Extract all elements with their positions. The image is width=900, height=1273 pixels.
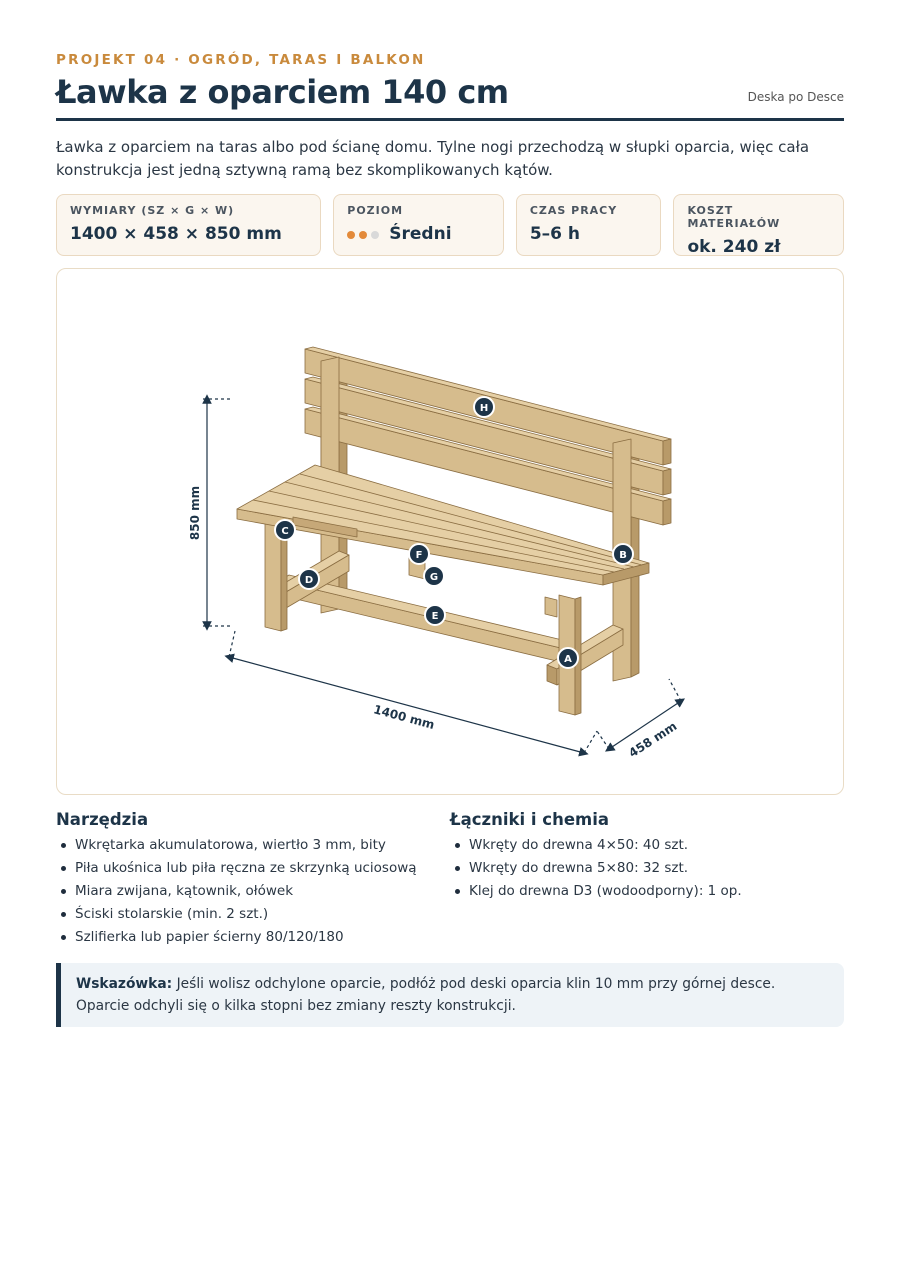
svg-text:B: B: [619, 550, 627, 561]
fasteners-heading: Łączniki i chemia: [450, 810, 609, 829]
svg-text:H: H: [479, 403, 489, 414]
list-item: Wkręty do drewna 5×80: 32 szt.: [450, 857, 844, 880]
tip-text: Jeśli wolisz odchylone oparcie, podłóż pod deski oparcia klin 10 mm przy górnej desce. Oparcie odchyli się o kilka stopni bez zmiany reszty konstrukcji.: [76, 976, 776, 1014]
stat-dimensions: [56, 194, 321, 256]
height-dimension-label: 850 mm: [188, 485, 202, 541]
stats-row: [56, 194, 844, 256]
marker-c: [275, 520, 295, 540]
project-kicker: PROJEKT 04 · OGRÓD, TARAS I BALKON: [56, 52, 426, 68]
svg-text:E: E: [431, 611, 439, 622]
stat-value: 1400 × 458 × 850 mm: [70, 224, 282, 244]
tools-heading: Narzędzia: [56, 810, 149, 829]
list-item: Miara zwijana, kątownik, ołówek: [56, 880, 450, 903]
stat-cost: [673, 194, 844, 256]
list-item: Wkręty do drewna 4×50: 40 szt.: [450, 834, 844, 857]
list-item: Ściski stolarskie (min. 2 szt.): [56, 903, 450, 926]
tools-column: [56, 810, 450, 949]
page-title: Ławka z oparciem 140 cm: [56, 73, 509, 111]
list-item: Klej do drewna D3 (wodoodporny): 1 op.: [450, 880, 844, 903]
marker-g: [424, 566, 444, 586]
title-row: [56, 72, 844, 121]
tip-label: Wskazówka:: [76, 976, 173, 992]
tip-box: [56, 963, 844, 1027]
level-dots: [347, 224, 383, 244]
stat-label: KOSZT MATERIAŁÓW: [687, 204, 781, 230]
marker-b: [613, 544, 633, 564]
depth-dimension-label: 458 mm: [626, 719, 680, 761]
stat-value: ok. 240 zł: [687, 237, 781, 257]
svg-text:F: F: [415, 550, 423, 561]
level-text: Średni: [389, 224, 452, 244]
svg-text:G: G: [429, 572, 439, 583]
list-item: Piła ukośnica lub piła ręczna ze skrzynką uciosową: [56, 857, 450, 880]
fasteners-list: [450, 834, 844, 903]
marker-a: [558, 648, 578, 668]
stat-value: 5–6 h: [529, 224, 580, 244]
stat-label: CZAS PRACY: [529, 204, 618, 217]
marker-e: [425, 605, 445, 625]
stat-time: [516, 194, 662, 256]
tools-list: [56, 834, 450, 949]
svg-text:A: A: [564, 654, 572, 665]
list-item: Szlifierka lub papier ścierny 80/120/180: [56, 926, 450, 949]
bench-illustration: [57, 269, 843, 794]
marker-d: [299, 569, 319, 589]
level-dot: [359, 231, 367, 239]
svg-text:C: C: [281, 526, 289, 537]
fasteners-column: [450, 810, 844, 949]
marker-f: [409, 544, 429, 564]
stat-label: POZIOM: [347, 204, 404, 217]
brand-label: Deska po Desce: [747, 90, 844, 104]
stretcher-e: [279, 581, 565, 663]
stat-label: WYMIARY (SZ × G × W): [70, 204, 235, 217]
list-item: Wkrętarka akumulatorowa, wiertło 3 mm, bity: [56, 834, 450, 857]
bench-diagram: [56, 268, 844, 795]
level-dot: [347, 231, 355, 239]
level-dot: [371, 231, 379, 239]
marker-h: [474, 397, 494, 417]
intro-paragraph: Ławka z oparciem na taras albo pod ścianę domu. Tylne nogi przechodzą w słupki oparcia, więc cała konstrukcja jest jedną sztywną ramą bez skomplikowanych kątów.: [56, 138, 810, 179]
document-page: [56, 52, 844, 1027]
svg-text:D: D: [304, 575, 314, 586]
stat-level: [333, 194, 504, 256]
width-dimension-label: 1400 mm: [371, 702, 437, 732]
lists-section: [56, 810, 844, 949]
stat-value: [347, 224, 490, 244]
